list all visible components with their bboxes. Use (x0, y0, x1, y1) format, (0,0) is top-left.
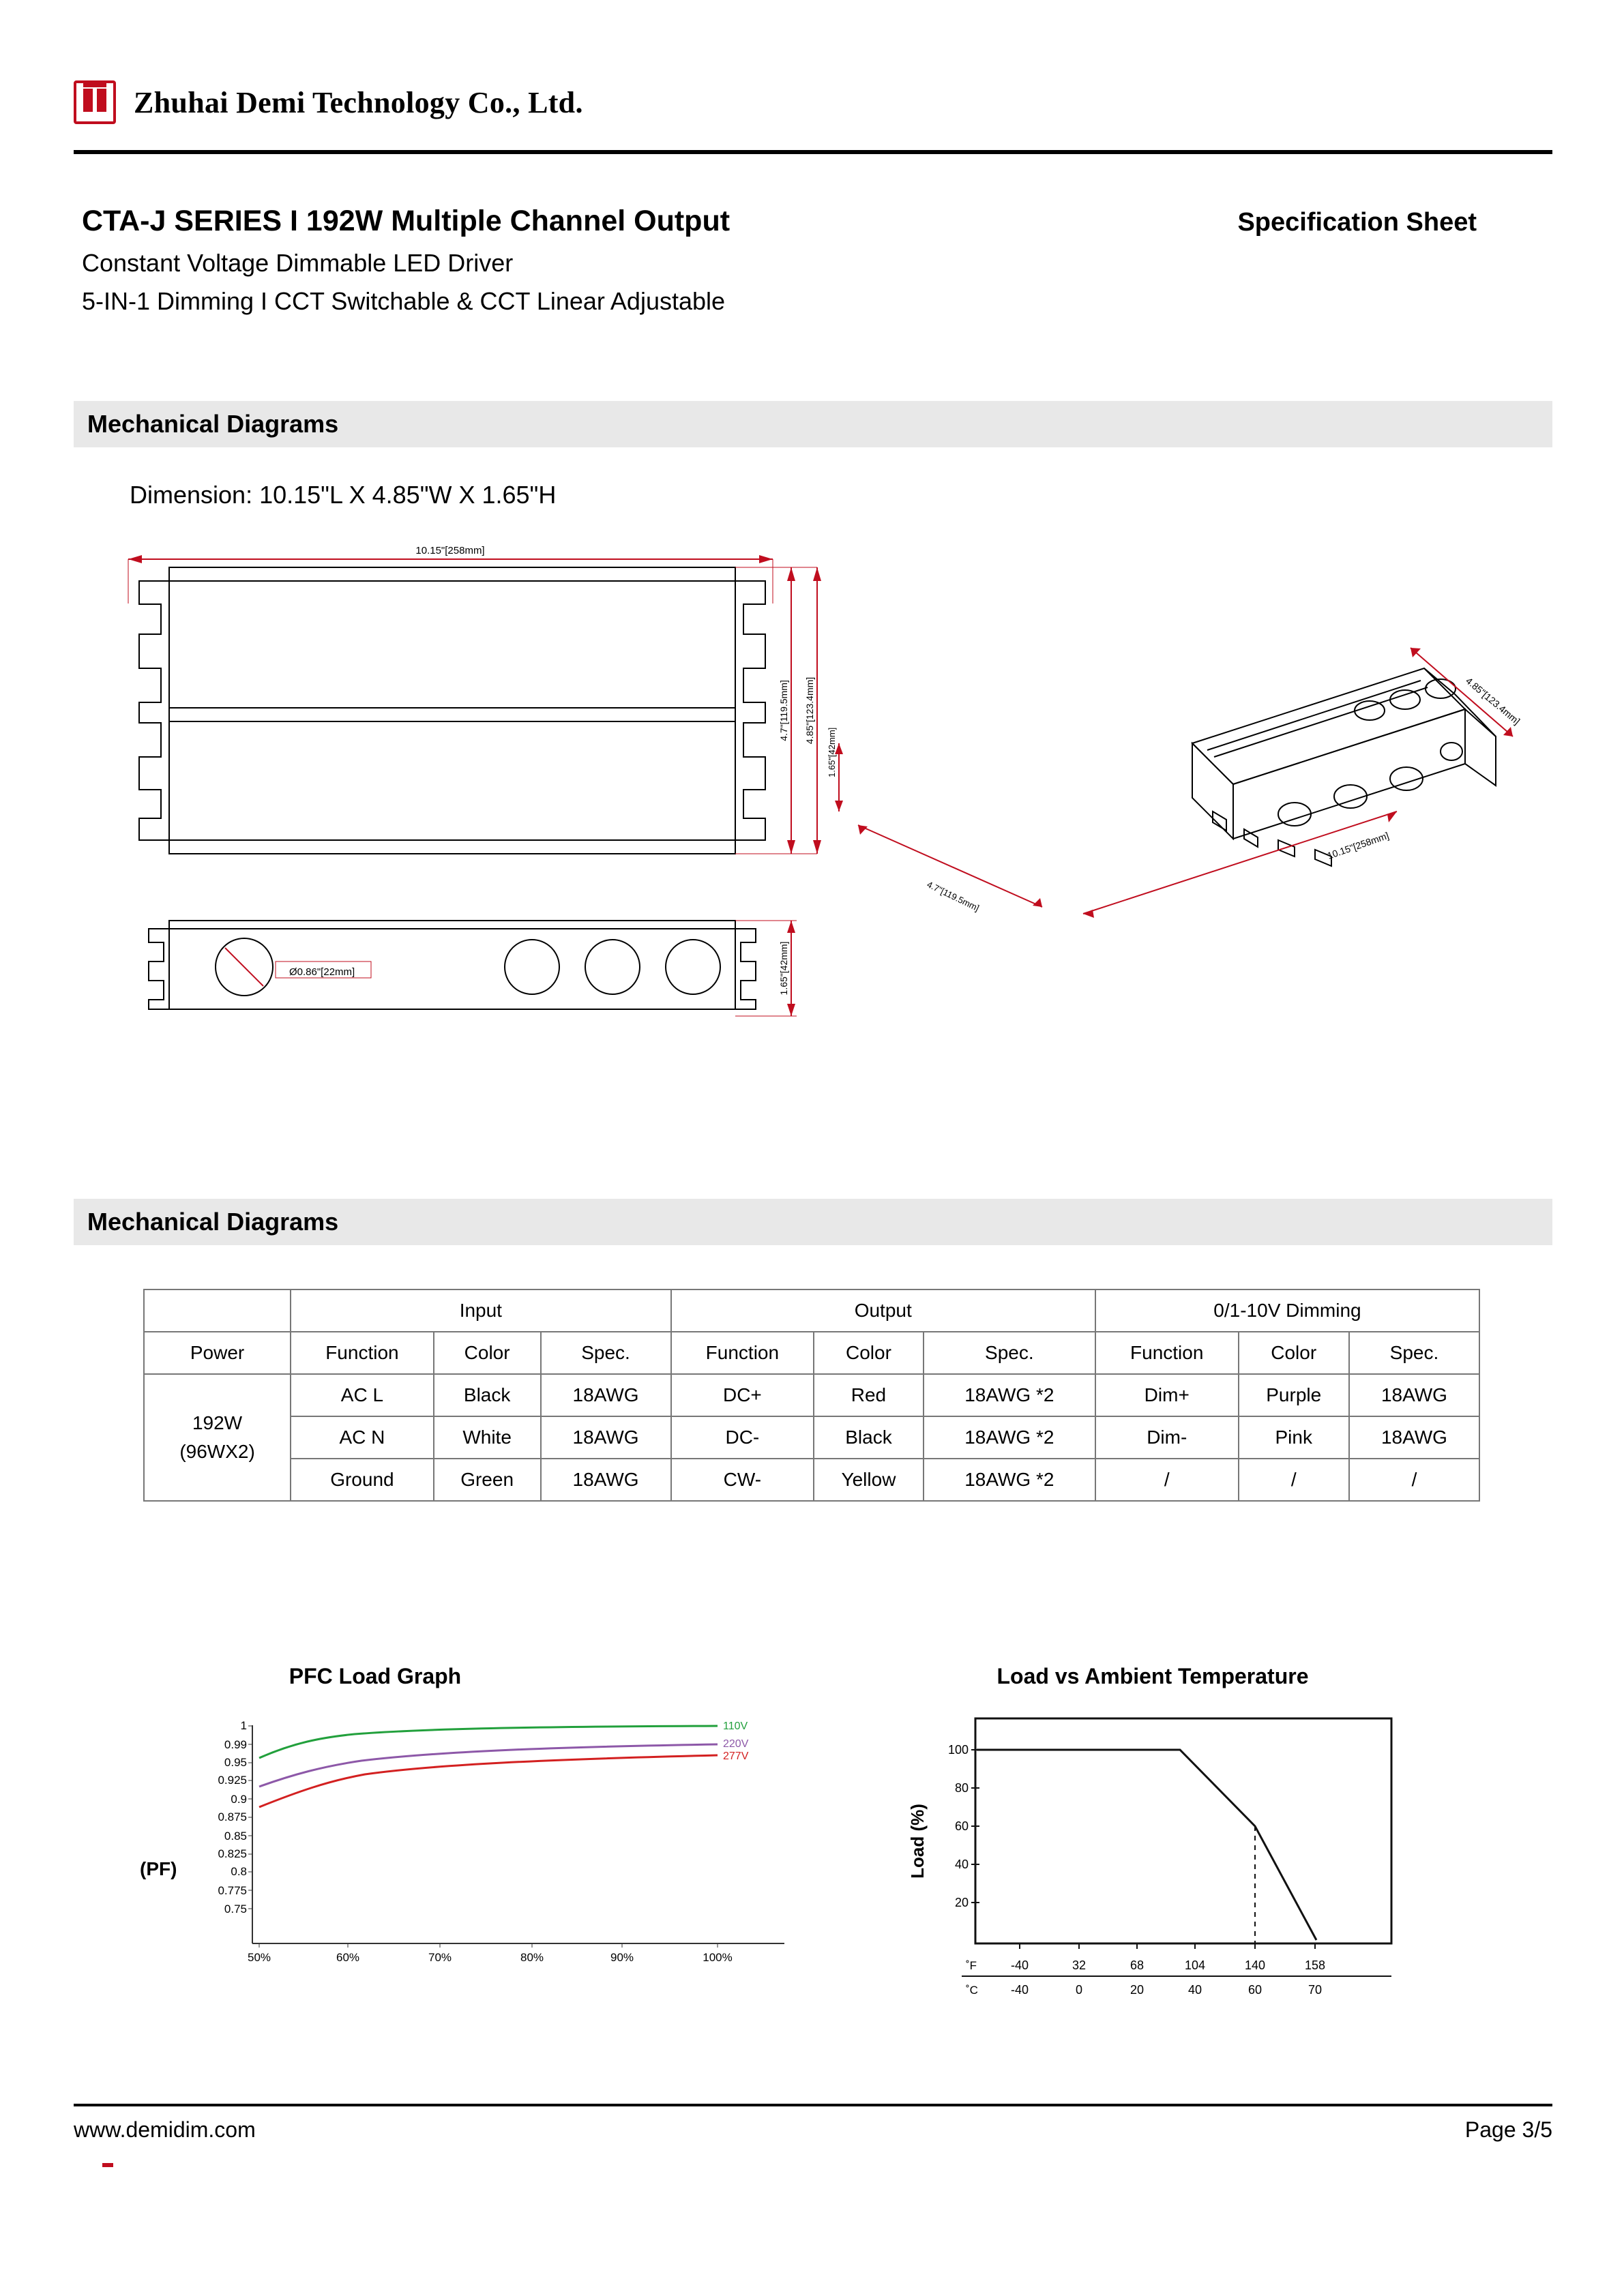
svg-text:1.65"[42mm]: 1.65"[42mm] (827, 727, 837, 777)
dimension-text: Dimension: 10.15"L X 4.85"W X 1.65"H (130, 481, 557, 509)
spec-sheet-label: Specification Sheet (1237, 208, 1477, 237)
svg-text:50%: 50% (247, 1951, 271, 1964)
svg-text:68: 68 (1130, 1958, 1145, 1972)
col-header-output-spec: Spec. (924, 1332, 1095, 1374)
table-group-header-row (144, 1289, 1479, 1332)
svg-text:0.75: 0.75 (224, 1903, 247, 1915)
footer-accent-mark (102, 2163, 113, 2167)
svg-text:158: 158 (1304, 1958, 1326, 1972)
pfc-y-axis-label: (PF) (140, 1858, 177, 1879)
col-header-power: Power (144, 1332, 291, 1374)
cell-r0-c6: Dim+ (1095, 1374, 1239, 1416)
cell-r0-c0: AC L (291, 1374, 434, 1416)
cell-r2-c1: Green (434, 1459, 541, 1501)
cell-r0-c4: Red (814, 1374, 924, 1416)
svg-text:0.8: 0.8 (231, 1865, 247, 1878)
group-empty-cell (144, 1289, 291, 1332)
svg-text:˚C: ˚C (966, 1984, 978, 1997)
cell-r1-c5: 18AWG *2 (924, 1416, 1095, 1459)
table-column-header-row (144, 1332, 1479, 1374)
svg-text:0.99: 0.99 (224, 1738, 247, 1751)
svg-text:10.15"[258mm]: 10.15"[258mm] (415, 545, 485, 556)
section-title-mechanical-1: Mechanical Diagrams (87, 410, 339, 438)
cell-r2-c3: CW- (671, 1459, 814, 1501)
group-header-output: Output (671, 1289, 1095, 1332)
svg-text:0.925: 0.925 (218, 1774, 247, 1787)
section-title-mechanical-2: Mechanical Diagrams (87, 1208, 339, 1236)
svg-text:10.15"[258mm]: 10.15"[258mm] (1325, 829, 1391, 861)
svg-text:1.65"[42mm]: 1.65"[42mm] (778, 941, 789, 996)
svg-text:90%: 90% (610, 1951, 634, 1964)
svg-text:0.875: 0.875 (218, 1810, 247, 1823)
svg-text:60: 60 (1247, 1983, 1263, 1997)
col-header-input-color: Color (434, 1332, 541, 1374)
col-header-input-spec: Spec. (541, 1332, 671, 1374)
footer-website[interactable]: www.demidim.com (74, 2117, 256, 2142)
svg-text:60%: 60% (336, 1951, 360, 1964)
svg-text:70%: 70% (428, 1951, 452, 1964)
footer-page-number: Page 3/5 (1464, 2117, 1552, 2142)
col-header-output-function: Function (671, 1332, 814, 1374)
cell-r1-c0: AC N (291, 1416, 434, 1459)
table-row (144, 1374, 1479, 1416)
svg-text:4.85"[123.4mm]: 4.85"[123.4mm] (1464, 675, 1522, 727)
cell-r1-c1: White (434, 1416, 541, 1459)
cell-r2-c7: / (1239, 1459, 1349, 1501)
svg-text:Load (%): Load (%) (907, 1804, 928, 1879)
cell-r1-c4: Black (814, 1416, 924, 1459)
subtitle-2: 5-IN-1 Dimming I CCT Switchable & CCT Linear Adjustable (82, 287, 726, 315)
svg-text:4.7"[119.5mm]: 4.7"[119.5mm] (778, 680, 789, 741)
subtitle-1: Constant Voltage Dimmable LED Driver (82, 249, 514, 277)
svg-text:80: 80 (954, 1781, 969, 1795)
cell-r0-c5: 18AWG *2 (924, 1374, 1095, 1416)
cell-r1-c6: Dim- (1095, 1416, 1239, 1459)
demi-logo-icon (74, 80, 116, 124)
svg-text:-40: -40 (1010, 1983, 1029, 1997)
cell-r1-c7: Pink (1239, 1416, 1349, 1459)
footer-divider (74, 2104, 1552, 2106)
cell-r0-c2: 18AWG (541, 1374, 671, 1416)
svg-text:100%: 100% (703, 1951, 733, 1964)
cell-r2-c8: / (1349, 1459, 1479, 1501)
cell-r2-c5: 18AWG *2 (924, 1459, 1095, 1501)
svg-text:20: 20 (1130, 1983, 1145, 1997)
col-header-output-color: Color (814, 1332, 924, 1374)
cell-r0-c1: Black (434, 1374, 541, 1416)
cell-r1-c2: 18AWG (541, 1416, 671, 1459)
pfc-chart-title: PFC Load Graph (289, 1664, 462, 1688)
svg-text:32: 32 (1072, 1958, 1087, 1972)
pfc-legend-277v: 277V (723, 1750, 749, 1762)
cell-r0-c3: DC+ (671, 1374, 814, 1416)
power-cell (144, 1374, 291, 1501)
load-chart-title: Load vs Ambient Temperature (996, 1664, 1309, 1688)
title-block (82, 205, 1555, 316)
svg-text:0.9: 0.9 (231, 1793, 247, 1806)
svg-text:˚F: ˚F (966, 1959, 977, 1972)
svg-text:104: 104 (1184, 1958, 1206, 1972)
pfc-legend-110v: 110V (723, 1720, 748, 1732)
svg-text:70: 70 (1308, 1983, 1323, 1997)
svg-text:0.95: 0.95 (224, 1756, 247, 1769)
header-divider (74, 150, 1552, 154)
svg-text:0: 0 (1075, 1983, 1083, 1997)
svg-text:0.775: 0.775 (218, 1884, 247, 1897)
svg-text:100: 100 (947, 1743, 969, 1757)
group-header-dimming: 0/1-10V Dimming (1095, 1289, 1479, 1332)
cell-r2-c0: Ground (291, 1459, 434, 1501)
svg-text:4.85"[123.4mm]: 4.85"[123.4mm] (804, 676, 815, 745)
page-header (74, 80, 1550, 124)
cell-r1-c8: 18AWG (1349, 1416, 1479, 1459)
col-header-dim-color: Color (1239, 1332, 1349, 1374)
col-header-input-function: Function (291, 1332, 434, 1374)
section-header-mechanical-1 (74, 401, 1552, 447)
power-value: 192W (192, 1412, 243, 1433)
col-header-dim-spec: Spec. (1349, 1332, 1479, 1374)
cell-r2-c2: 18AWG (541, 1459, 671, 1501)
svg-text:0.85: 0.85 (224, 1830, 247, 1843)
pfc-load-graph (130, 1712, 859, 1998)
svg-text:1: 1 (240, 1719, 247, 1732)
power-note: (96WX2) (179, 1441, 255, 1462)
table-row (144, 1459, 1479, 1501)
wiring-spec-table (143, 1289, 1480, 1502)
cell-r2-c4: Yellow (814, 1459, 924, 1501)
mechanical-drawings (74, 539, 1552, 1105)
svg-text:40: 40 (1187, 1983, 1202, 1997)
page-title: CTA-J SERIES I 192W Multiple Channel Output (82, 205, 730, 237)
svg-text:40: 40 (954, 1858, 969, 1871)
svg-text:20: 20 (954, 1896, 969, 1909)
table-row (144, 1416, 1479, 1459)
pfc-legend-220v: 220V (723, 1738, 749, 1750)
page-footer (74, 2117, 1552, 2143)
svg-text:0.825: 0.825 (218, 1847, 247, 1860)
svg-text:4.7"[119.5mm]: 4.7"[119.5mm] (925, 879, 981, 914)
svg-text:-40: -40 (1010, 1958, 1029, 1972)
cell-r0-c8: 18AWG (1349, 1374, 1479, 1416)
cell-r2-c6: / (1095, 1459, 1239, 1501)
section-header-mechanical-2 (74, 1199, 1552, 1245)
cell-r0-c7: Purple (1239, 1374, 1349, 1416)
col-header-dim-function: Function (1095, 1332, 1239, 1374)
group-header-input: Input (291, 1289, 670, 1332)
svg-text:80%: 80% (520, 1951, 544, 1964)
cell-r1-c3: DC- (671, 1416, 814, 1459)
svg-text:140: 140 (1244, 1958, 1266, 1972)
svg-text:Ø0.86"[22mm]: Ø0.86"[22mm] (289, 966, 355, 978)
load-vs-ambient-temperature-graph (900, 1705, 1432, 2025)
company-name: Zhuhai Demi Technology Co., Ltd. (134, 85, 583, 119)
mechanical-drawing-svg (74, 539, 1552, 1105)
svg-text:60: 60 (954, 1819, 969, 1833)
